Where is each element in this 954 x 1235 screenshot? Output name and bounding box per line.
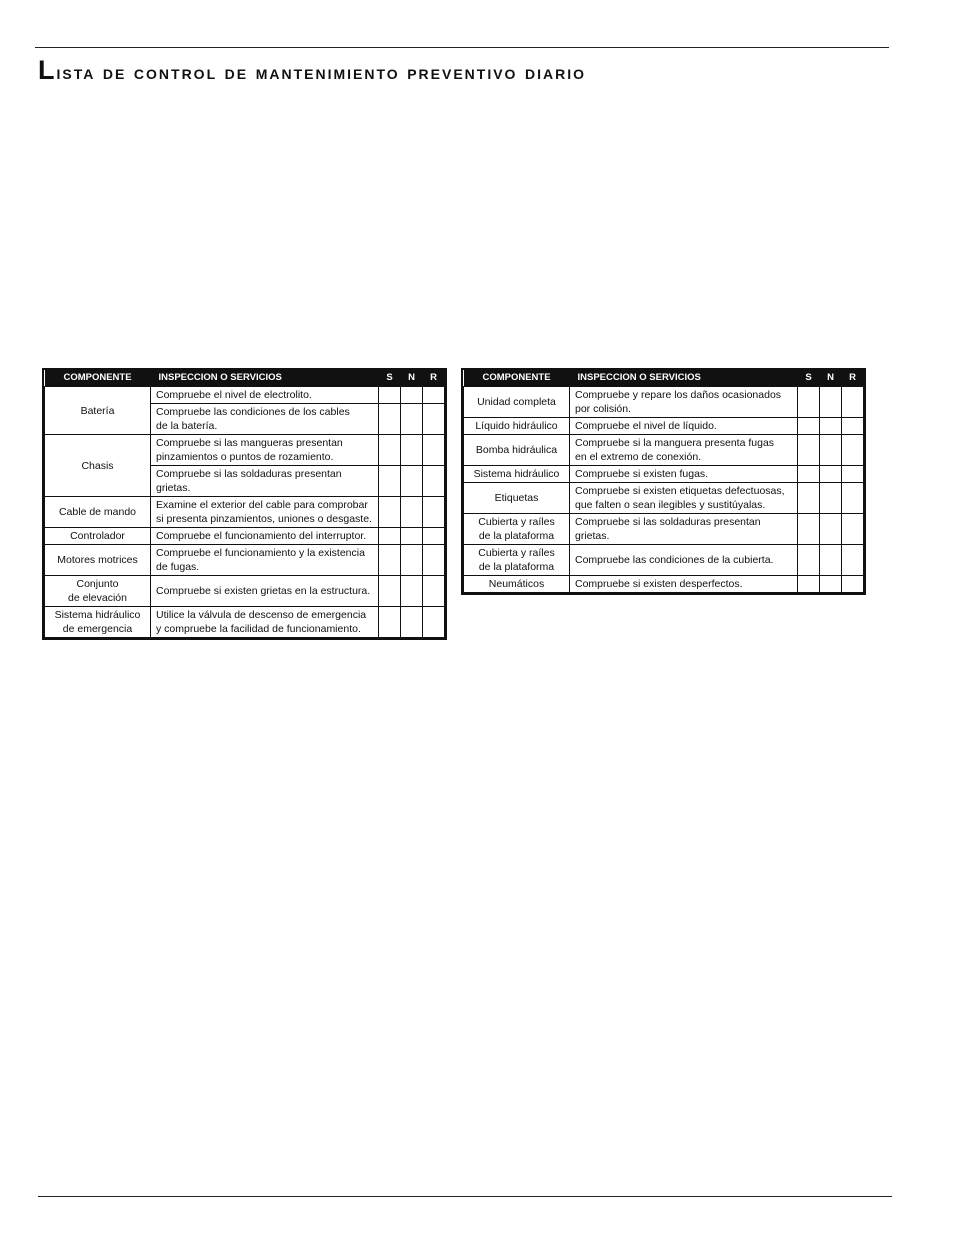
bottom-rule [38, 1196, 892, 1197]
header-n: N [820, 370, 842, 387]
checkbox-n-cell[interactable] [820, 545, 842, 576]
checkbox-s-cell[interactable] [379, 387, 401, 404]
inspection-cell: Compruebe si las mangueras presentan pinzamientos o puntos de rozamiento. [151, 435, 379, 466]
component-cell: Cubierta y raíles de la plataforma [464, 545, 570, 576]
header-inspection: INSPECCION O SERVICIOS [570, 370, 798, 387]
component-cell: Cable de mando [45, 497, 151, 528]
checkbox-r-cell[interactable] [423, 607, 445, 638]
table-header-row [464, 370, 864, 387]
checkbox-r-cell[interactable] [423, 545, 445, 576]
table-row [464, 514, 864, 545]
checkbox-n-cell[interactable] [820, 418, 842, 435]
header-inspection: INSPECCION O SERVICIOS [151, 370, 379, 387]
checkbox-s-cell[interactable] [798, 545, 820, 576]
checkbox-n-cell[interactable] [401, 497, 423, 528]
table-row [464, 466, 864, 483]
component-cell: Controlador [45, 528, 151, 545]
component-cell: Etiquetas [464, 483, 570, 514]
checkbox-n-cell[interactable] [820, 435, 842, 466]
checkbox-r-cell[interactable] [842, 466, 864, 483]
table-row [45, 607, 445, 638]
component-cell: Motores motrices [45, 545, 151, 576]
checkbox-r-cell[interactable] [842, 545, 864, 576]
component-cell: Sistema hidráulico [464, 466, 570, 483]
inspection-cell: Compruebe si existen etiquetas defectuosas, que falten o sean ilegibles y sustitúyalas. [570, 483, 798, 514]
checkbox-n-cell[interactable] [820, 466, 842, 483]
component-cell: Sistema hidráulico de emergencia [45, 607, 151, 638]
checkbox-r-cell[interactable] [423, 576, 445, 607]
checkbox-n-cell[interactable] [820, 483, 842, 514]
checkbox-s-cell[interactable] [798, 435, 820, 466]
checkbox-r-cell[interactable] [842, 418, 864, 435]
component-cell: Bomba hidráulica [464, 435, 570, 466]
component-cell: Unidad completa [464, 387, 570, 418]
checkbox-n-cell[interactable] [401, 404, 423, 435]
checkbox-s-cell[interactable] [798, 387, 820, 418]
checkbox-s-cell[interactable] [379, 435, 401, 466]
checkbox-n-cell[interactable] [401, 387, 423, 404]
header-n: N [401, 370, 423, 387]
component-cell: Líquido hidráulico [464, 418, 570, 435]
header-component: COMPONENTE [45, 370, 151, 387]
checkbox-r-cell[interactable] [423, 528, 445, 545]
inspection-cell: Utilice la válvula de descenso de emergencia y compruebe la facilidad de funcionamiento. [151, 607, 379, 638]
checkbox-r-cell[interactable] [842, 483, 864, 514]
checkbox-s-cell[interactable] [379, 528, 401, 545]
header-r: R [842, 370, 864, 387]
inspection-cell: Compruebe el nivel de electrolito. [151, 387, 379, 404]
checkbox-r-cell[interactable] [423, 404, 445, 435]
inspection-cell: Compruebe si existen fugas. [570, 466, 798, 483]
inspection-cell: Compruebe las condiciones de la cubierta. [570, 545, 798, 576]
checkbox-s-cell[interactable] [379, 466, 401, 497]
inspection-cell: Compruebe si las soldaduras presentan grietas. [151, 466, 379, 497]
checkbox-r-cell[interactable] [423, 466, 445, 497]
checkbox-r-cell[interactable] [423, 435, 445, 466]
checkbox-s-cell[interactable] [379, 545, 401, 576]
table-row [464, 387, 864, 418]
checkbox-s-cell[interactable] [379, 497, 401, 528]
inspection-cell: Compruebe y repare los daños ocasionados por colisión. [570, 387, 798, 418]
checkbox-n-cell[interactable] [820, 514, 842, 545]
component-cell: Chasis [45, 435, 151, 497]
checkbox-n-cell[interactable] [401, 435, 423, 466]
inspection-cell: Compruebe las condiciones de los cables de la batería. [151, 404, 379, 435]
top-rule [35, 47, 889, 48]
inspection-cell: Compruebe el funcionamiento del interruptor. [151, 528, 379, 545]
checkbox-n-cell[interactable] [401, 528, 423, 545]
checkbox-s-cell[interactable] [798, 466, 820, 483]
checkbox-s-cell[interactable] [379, 404, 401, 435]
inspection-cell: Compruebe el nivel de líquido. [570, 418, 798, 435]
checkbox-s-cell[interactable] [798, 576, 820, 593]
page-title [38, 55, 586, 86]
checkbox-s-cell[interactable] [798, 483, 820, 514]
checkbox-n-cell[interactable] [401, 576, 423, 607]
header-component: COMPONENTE [464, 370, 570, 387]
header-r: R [423, 370, 445, 387]
inspection-cell: Compruebe si las soldaduras presentan grietas. [570, 514, 798, 545]
checkbox-s-cell[interactable] [379, 607, 401, 638]
checkbox-r-cell[interactable] [842, 576, 864, 593]
table-row [464, 483, 864, 514]
checkbox-s-cell[interactable] [798, 514, 820, 545]
checkbox-r-cell[interactable] [423, 497, 445, 528]
table-row [45, 545, 445, 576]
table-row [45, 435, 445, 466]
table-row [464, 576, 864, 593]
checkbox-r-cell[interactable] [842, 387, 864, 418]
header-s: S [798, 370, 820, 387]
component-cell: Conjunto de elevación [45, 576, 151, 607]
checkbox-n-cell[interactable] [401, 466, 423, 497]
checkbox-r-cell[interactable] [423, 387, 445, 404]
table-row [464, 545, 864, 576]
table-header-row [45, 370, 445, 387]
component-cell: Batería [45, 387, 151, 435]
title-initial: L [38, 55, 57, 85]
checkbox-r-cell[interactable] [842, 435, 864, 466]
inspection-cell: Compruebe si existen grietas en la estructura. [151, 576, 379, 607]
table-row [45, 576, 445, 607]
table-row [45, 528, 445, 545]
checkbox-s-cell[interactable] [798, 418, 820, 435]
title-rest: ista de control de mantenimiento preventivo diario [56, 62, 587, 84]
inspection-cell: Examine el exterior del cable para comprobar si presenta pinzamientos, uniones o desgaste. [151, 497, 379, 528]
checkbox-n-cell[interactable] [820, 576, 842, 593]
table-row [464, 418, 864, 435]
checklist-table-left [42, 368, 447, 640]
table-row [45, 387, 445, 404]
inspection-cell: Compruebe el funcionamiento y la existencia de fugas. [151, 545, 379, 576]
checkbox-n-cell[interactable] [401, 607, 423, 638]
checkbox-s-cell[interactable] [379, 576, 401, 607]
inspection-cell: Compruebe si existen desperfectos. [570, 576, 798, 593]
header-s: S [379, 370, 401, 387]
component-cell: Cubierta y raíles de la plataforma [464, 514, 570, 545]
table-row [464, 435, 864, 466]
checkbox-n-cell[interactable] [820, 387, 842, 418]
inspection-cell: Compruebe si la manguera presenta fugas en el extremo de conexión. [570, 435, 798, 466]
checkbox-n-cell[interactable] [401, 545, 423, 576]
checkbox-r-cell[interactable] [842, 514, 864, 545]
checklist-table-right [461, 368, 866, 595]
table-row [45, 497, 445, 528]
component-cell: Neumáticos [464, 576, 570, 593]
